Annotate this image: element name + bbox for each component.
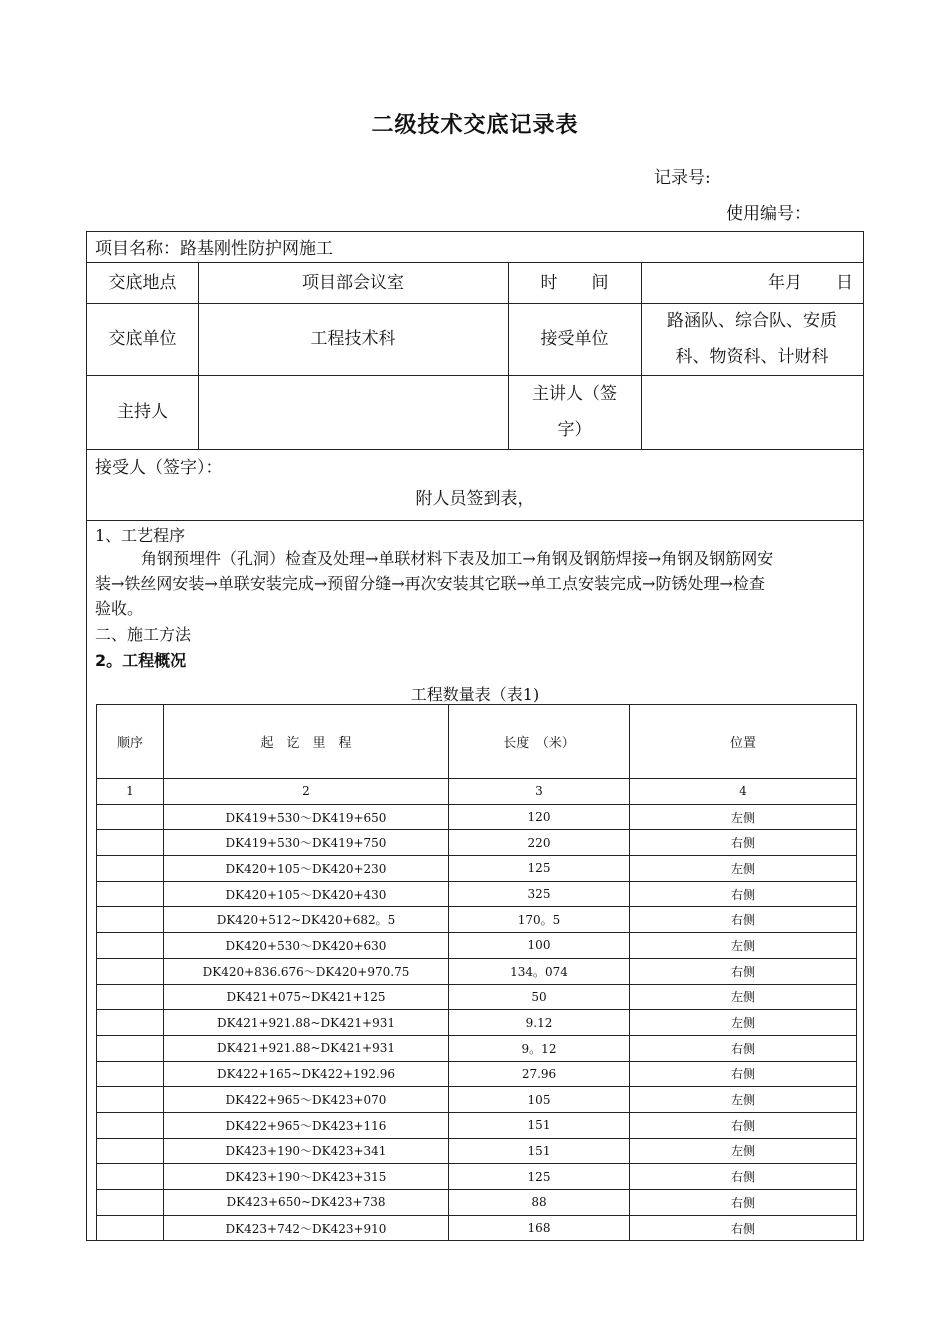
table-cell [97, 1215, 164, 1241]
section-1-line: 装→铁丝网安装→单联安装完成→预留分缝→再次安装其它联→单工点安装完成→防锈处理→检查 [95, 574, 765, 593]
table-cell: 右侧 [630, 830, 857, 856]
attachment-note: 附人员签到表， [415, 489, 535, 509]
table-cell: 9.12 [449, 1010, 630, 1036]
table-row [97, 1035, 857, 1061]
divider [87, 449, 863, 450]
table-cell: 右侧 [630, 1061, 857, 1087]
table-row [97, 907, 857, 933]
table-row [97, 1087, 857, 1113]
table-row [97, 1061, 857, 1087]
section-2-subtitle: 2。工程概况 [95, 651, 187, 670]
table-caption: 工程数量表（表1) [410, 685, 540, 704]
time-value: 年月 日 [768, 272, 853, 293]
section-1-title: 1、工艺程序 [95, 526, 186, 545]
table-cell: DK421+075~DK421+125 [164, 984, 449, 1010]
receiver-unit-value [641, 303, 863, 375]
table-cell: 134。074 [449, 958, 630, 984]
table-cell: 4 [630, 779, 857, 805]
table-cell: 右侧 [630, 1035, 857, 1061]
table-row [97, 881, 857, 907]
table-cell: 9。12 [449, 1035, 630, 1061]
table-row [97, 1215, 857, 1241]
unit-value: 工程技术科 [310, 329, 396, 349]
table-cell: 右侧 [630, 881, 857, 907]
table-cell: 右侧 [630, 958, 857, 984]
table-cell: 右侧 [630, 1190, 857, 1216]
table-cell: 325 [449, 881, 630, 907]
table-cell: 左侧 [630, 1087, 857, 1113]
table-cell: 左侧 [630, 804, 857, 830]
receiver-sign-label: 接受人（签字）： [95, 458, 223, 478]
table-cell [97, 907, 164, 933]
table-cell: DK421+921.88~DK421+931 [164, 1035, 449, 1061]
receiver-unit-line: 科、物资科、计财科 [675, 347, 829, 367]
table-cell [97, 1164, 164, 1190]
table-row [97, 984, 857, 1010]
table-row [97, 830, 857, 856]
table-cell [97, 856, 164, 882]
table-cell: 88 [449, 1190, 630, 1216]
table-cell [97, 1190, 164, 1216]
table-cell: 151 [449, 1138, 630, 1164]
section-1-line: 验收。 [95, 599, 144, 618]
location-label: 交底地点 [108, 272, 177, 293]
table-row [97, 856, 857, 882]
table-cell: 右侧 [630, 907, 857, 933]
table-cell: 1 [97, 779, 164, 805]
table-cell [97, 804, 164, 830]
table-cell: 2 [164, 779, 449, 805]
divider [87, 520, 863, 521]
table-cell: 27.96 [449, 1061, 630, 1087]
table-cell: DK423+190～DK423+341 [164, 1138, 449, 1164]
table-cell: 100 [449, 933, 630, 959]
speaker-label [508, 375, 641, 449]
table-index-row [97, 779, 857, 805]
page-title: 二级技术交底记录表 [371, 113, 579, 138]
column-header: 起 讫 里 程 [164, 705, 449, 779]
time-label: 时 间 [540, 272, 609, 293]
table-cell: DK422+165~DK422+192.96 [164, 1061, 449, 1087]
table-row [97, 958, 857, 984]
speaker-signature [641, 375, 863, 449]
table-cell: 151 [449, 1112, 630, 1138]
table-cell: DK422+965～DK423+070 [164, 1087, 449, 1113]
table-cell: 125 [449, 1164, 630, 1190]
record-form [86, 231, 864, 1241]
table-header-row [97, 705, 857, 779]
record-number-label: 记录号: [654, 168, 711, 188]
receiver-unit-label: 接受单位 [540, 329, 609, 349]
host-value [198, 375, 508, 449]
table-cell: 左侧 [630, 1138, 857, 1164]
use-number-label: 使用编号： [726, 204, 811, 224]
table-cell: 右侧 [630, 1215, 857, 1241]
table-cell: 3 [449, 779, 630, 805]
host-label: 主持人 [117, 402, 168, 422]
table-cell: DK420+530～DK420+630 [164, 933, 449, 959]
table-cell: 左侧 [630, 984, 857, 1010]
table-cell: 右侧 [630, 1112, 857, 1138]
table-cell [97, 830, 164, 856]
section-2-title: 二、施工方法 [95, 625, 192, 644]
table-cell: DK423+190～DK423+315 [164, 1164, 449, 1190]
section-1-line: 角钢预埋件（孔洞）检查及处理→单联材料下表及加工→角钢及钢筋焊接→角钢及钢筋网安 [141, 549, 774, 568]
table-cell: 左侧 [630, 933, 857, 959]
column-header: 顺序 [97, 705, 164, 779]
table-cell: 170。5 [449, 907, 630, 933]
table-cell: DK421+921.88~DK421+931 [164, 1010, 449, 1036]
table-cell [97, 1061, 164, 1087]
table-cell: DK420+105～DK420+230 [164, 856, 449, 882]
quantity-table [96, 704, 857, 1241]
table-cell [97, 933, 164, 959]
table-row [97, 1010, 857, 1036]
table-cell: DK423+650~DK423+738 [164, 1190, 449, 1216]
table-cell: DK419+530～DK419+750 [164, 830, 449, 856]
unit-label: 交底单位 [108, 329, 177, 349]
table-cell: DK423+742～DK423+910 [164, 1215, 449, 1241]
table-cell [97, 1087, 164, 1113]
table-cell: DK419+530～DK419+650 [164, 804, 449, 830]
receiver-unit-line: 路涵队、综合队、安质 [667, 311, 837, 331]
table-cell [97, 958, 164, 984]
table-row [97, 933, 857, 959]
table-cell: 左侧 [630, 856, 857, 882]
table-row [97, 1190, 857, 1216]
location-value: 项目部会议室 [302, 272, 404, 293]
table-cell: 右侧 [630, 1164, 857, 1190]
table-cell: 220 [449, 830, 630, 856]
table-row [97, 804, 857, 830]
table-cell: 50 [449, 984, 630, 1010]
table-cell [97, 1010, 164, 1036]
table-cell: DK422+965～DK423+116 [164, 1112, 449, 1138]
speaker-label-line: 主讲人（签 [532, 384, 617, 404]
table-cell: 120 [449, 804, 630, 830]
table-cell [97, 1112, 164, 1138]
speaker-label-line: 字） [557, 420, 592, 440]
table-cell: 168 [449, 1215, 630, 1241]
table-cell [97, 1138, 164, 1164]
table-cell: 左侧 [630, 1010, 857, 1036]
table-row [97, 1112, 857, 1138]
table-row [97, 1138, 857, 1164]
table-cell [97, 881, 164, 907]
table-row [97, 1164, 857, 1190]
table-cell: 125 [449, 856, 630, 882]
table-cell: 105 [449, 1087, 630, 1113]
column-header: 长度 （米） [449, 705, 630, 779]
table-cell: DK420+105～DK420+430 [164, 881, 449, 907]
table-cell: DK420+836.676～DK420+970.75 [164, 958, 449, 984]
project-name: 项目名称：路基刚性防护网施工 [95, 239, 333, 259]
column-header: 位置 [630, 705, 857, 779]
table-cell: DK420+512~DK420+682。5 [164, 907, 449, 933]
table-cell [97, 984, 164, 1010]
table-cell [97, 1035, 164, 1061]
